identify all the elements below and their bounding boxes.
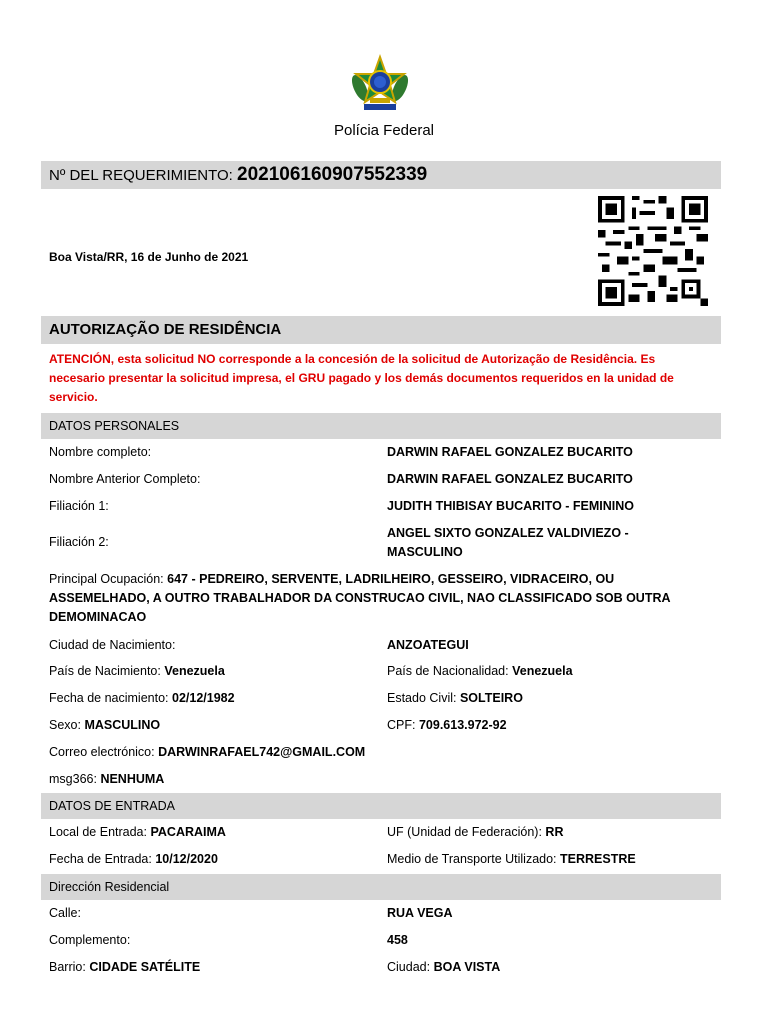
district-row bbox=[49, 958, 200, 977]
street-label: Calle: bbox=[49, 906, 81, 920]
entry-transport-label: Medio de Transporte Utilizado: bbox=[387, 852, 557, 866]
nationality-value: Venezuela bbox=[512, 664, 573, 678]
birth-country-value: Venezuela bbox=[164, 664, 225, 678]
birth-date-row bbox=[49, 689, 235, 708]
birth-country-label: País de Nacimiento: bbox=[49, 664, 161, 678]
msg366-row bbox=[49, 770, 164, 789]
civil-status-row bbox=[387, 689, 523, 708]
full-name-label: Nombre completo: bbox=[49, 445, 152, 459]
entry-transport-row bbox=[387, 850, 636, 869]
entry-place-value: PACARAIMA bbox=[150, 825, 226, 839]
previous-name-label: Nombre Anterior Completo: bbox=[49, 472, 201, 486]
entry-transport-value: TERRESTRE bbox=[560, 852, 636, 866]
occupation-value: 647 - PEDREIRO, SERVENTE, LADRILHEIRO, GESSEIRO, VIDRACEIRO, OU ASSEMELHADO, A OUTRO TRABALHADOR DA CONSTRUCAO CIVIL, NAO CLASSIFICADO SOB OUTRA DEMOMINACAO bbox=[49, 572, 671, 624]
district-label: Barrio: bbox=[49, 960, 86, 974]
nationality-label: País de Nacionalidad: bbox=[387, 664, 509, 678]
sex-label: Sexo: bbox=[49, 718, 81, 732]
entry-date-value: 10/12/2020 bbox=[155, 852, 218, 866]
cpf-label: CPF: bbox=[387, 718, 416, 732]
city-value: BOA VISTA bbox=[433, 960, 501, 974]
cpf-value: 709.613.972-92 bbox=[418, 718, 507, 732]
request-number-label: Nº DEL REQUERIMIENTO: bbox=[49, 167, 233, 184]
qr-code bbox=[594, 196, 712, 306]
entry-uf-label: UF (Unidad de Federación): bbox=[387, 825, 542, 839]
section-personal-data: DATOS PERSONALES bbox=[41, 413, 721, 439]
section-residential-address: Dirección Residencial bbox=[41, 874, 721, 900]
filiation-1-value: JUDITH THIBISAY BUCARITO - FEMININO bbox=[387, 499, 635, 513]
city-row bbox=[387, 958, 500, 977]
street-value: RUA VEGA bbox=[387, 906, 453, 920]
civil-status-label: Estado Civil: bbox=[387, 691, 457, 705]
sex-row bbox=[49, 716, 160, 735]
filiation-2-value-line1: ANGEL SIXTO GONZALEZ VALDIVIEZO - bbox=[387, 526, 629, 540]
birth-date-label: Fecha de nacimiento: bbox=[49, 691, 169, 705]
entry-date-row bbox=[49, 850, 218, 869]
entry-place-label: Local de Entrada: bbox=[49, 825, 147, 839]
city-label: Ciudad: bbox=[387, 960, 431, 974]
section-entry-data: DATOS DE ENTRADA bbox=[41, 793, 721, 819]
previous-name-value: DARWIN RAFAEL GONZALEZ BUCARITO bbox=[387, 472, 633, 486]
brazil-coat-of-arms-icon bbox=[348, 54, 412, 118]
district-value: CIDADE SATÉLITE bbox=[89, 960, 201, 974]
filiation-2-label: Filiación 2: bbox=[49, 535, 109, 549]
agency-name: Polícia Federal bbox=[333, 122, 435, 139]
request-number-bar bbox=[41, 161, 721, 189]
email-label: Correo electrónico: bbox=[49, 745, 155, 759]
cpf-row bbox=[387, 716, 507, 735]
entry-uf-value: RR bbox=[545, 825, 564, 839]
email-row bbox=[49, 743, 365, 762]
entry-date-label: Fecha de Entrada: bbox=[49, 852, 152, 866]
birth-city-value: ANZOATEGUI bbox=[387, 638, 469, 652]
issue-date-line: Boa Vista/RR, 16 de Junho de 2021 bbox=[49, 250, 249, 264]
filiation-1-label: Filiación 1: bbox=[49, 499, 109, 513]
entry-place-row bbox=[49, 823, 226, 842]
civil-status-value: SOLTEIRO bbox=[459, 691, 523, 705]
sex-value: MASCULINO bbox=[84, 718, 161, 732]
nationality-row bbox=[387, 662, 573, 681]
birth-city-label: Ciudad de Nacimiento: bbox=[49, 638, 176, 652]
occupation-row bbox=[49, 570, 714, 627]
attention-notice: ATENCIÓN, esta solicitud NO corresponde a la concesión de la solicitud de Autorização de Residência. Es necesario presentar la solicitud impresa, el GRU pagado y los demás documentos requeridos en la unidad de servicio. bbox=[49, 352, 674, 404]
msg366-label: msg366: bbox=[49, 772, 97, 786]
occupation-label: Principal Ocupación: bbox=[49, 572, 164, 586]
complement-value: 458 bbox=[387, 933, 408, 947]
complement-label: Complemento: bbox=[49, 933, 131, 947]
entry-uf-row bbox=[387, 823, 563, 842]
birth-date-value: 02/12/1982 bbox=[172, 691, 235, 705]
filiation-2-value-line2: MASCULINO bbox=[387, 545, 463, 559]
request-number: 202106160907552339 bbox=[237, 164, 428, 185]
document-title: AUTORIZAÇÃO DE RESIDÊNCIA bbox=[41, 316, 721, 344]
full-name-value: DARWIN RAFAEL GONZALEZ BUCARITO bbox=[387, 445, 633, 459]
msg366-value: NENHUMA bbox=[100, 772, 165, 786]
email-value: DARWINRAFAEL742@GMAIL.COM bbox=[158, 745, 366, 759]
birth-country-row bbox=[49, 662, 225, 681]
